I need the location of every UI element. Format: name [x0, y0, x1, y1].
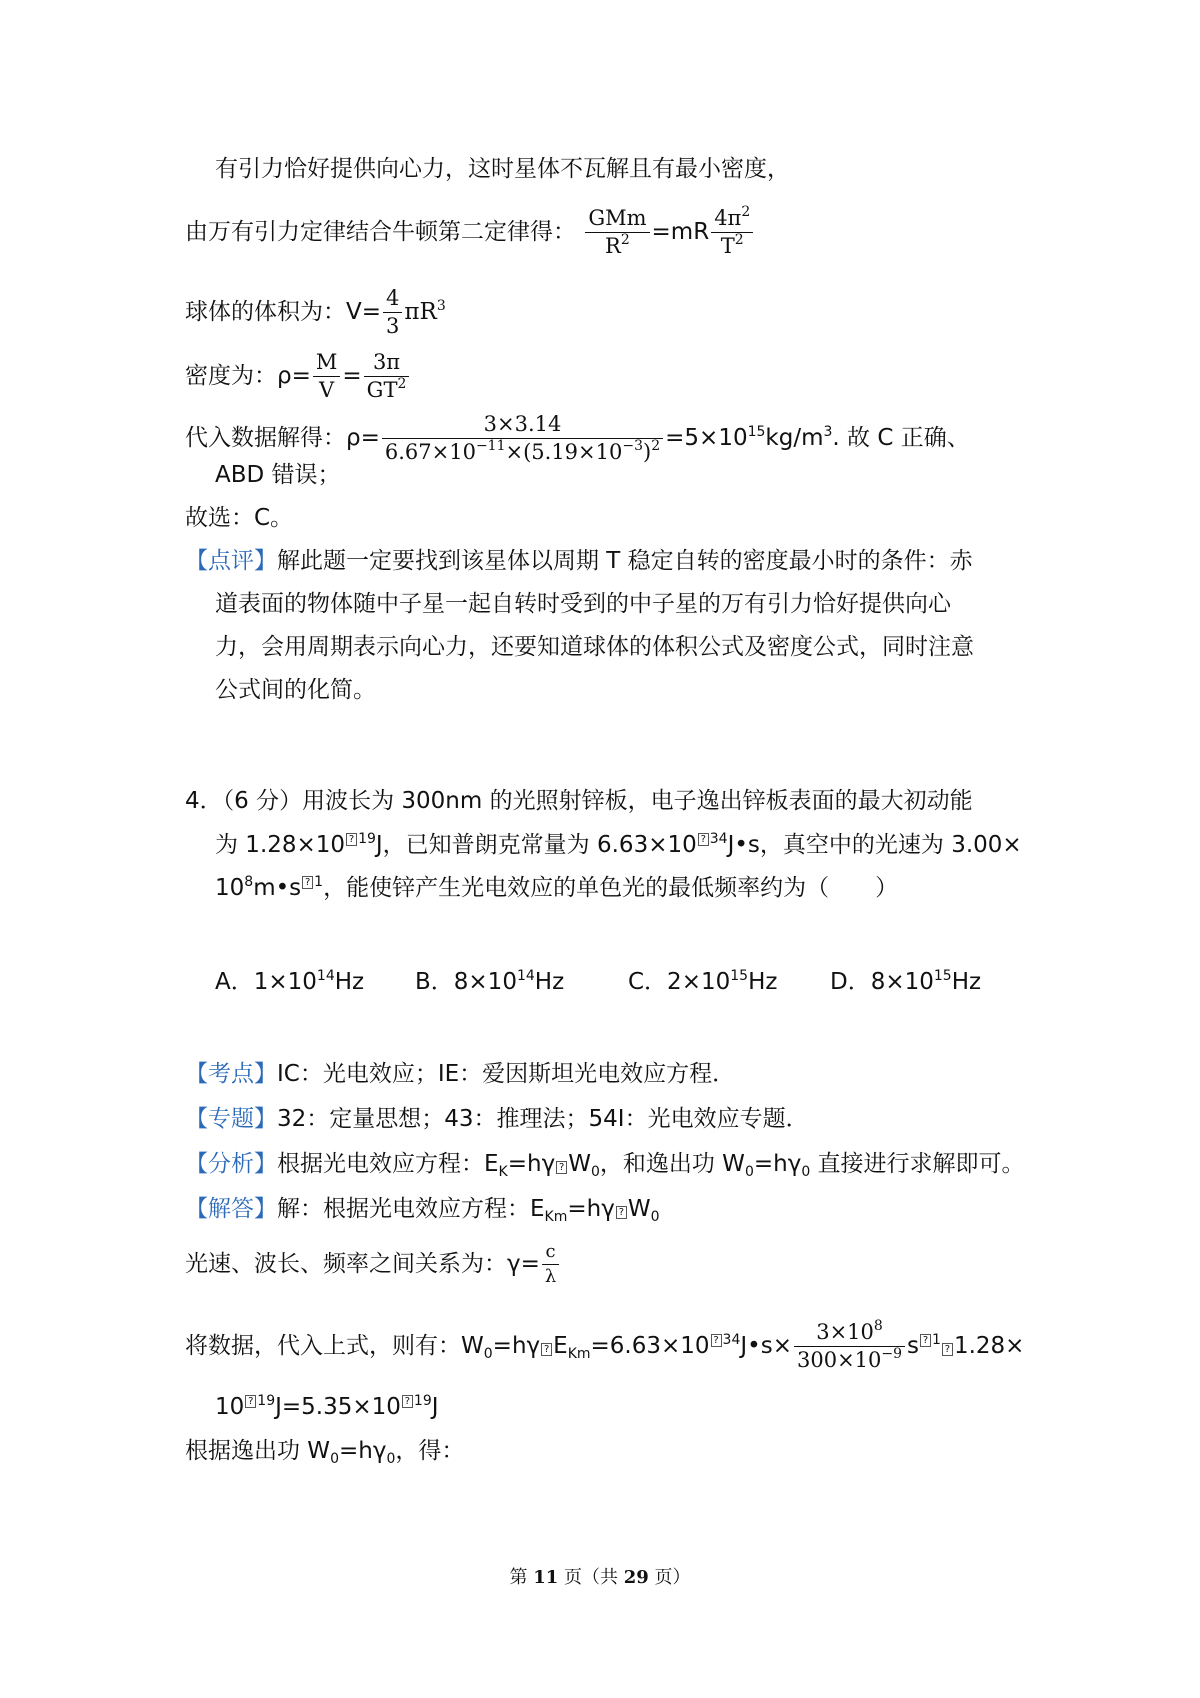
comment-tag: 【点评】: [185, 548, 277, 574]
fenxi-line: 【分析】根据光电效应方程：$E_K=h\gamma$ ? $W_0$，和逸出功 $W_0=h\gamma_0$ 直接进行求解即可。: [185, 1151, 1025, 1180]
fraction-4-3: [383, 288, 402, 337]
option-b[interactable]: B．$8\times 10^{14}Hz$: [415, 968, 565, 995]
numerator: M: [313, 352, 341, 377]
denominator: $GT^2$: [366, 376, 407, 402]
solution-line-1: 有引力恰好提供向心力，这时星体不瓦解且有最小密度，: [215, 156, 790, 182]
kaodian-line: 【考点】IC：光电效应；IE：爱因斯坦光电效应方程．: [185, 1061, 736, 1087]
question-4-line-3: $10^8m•s$ $^{? 1}$，能使锌产生光电效应的单色光的最低频率约为（ ）: [215, 874, 899, 901]
kaodian-tag: 【考点】: [185, 1061, 277, 1087]
total-pages: 29: [623, 1567, 649, 1588]
last-line: 根据逸出功 $W_0=h\gamma_0$，得：: [185, 1438, 465, 1467]
solution-line-4: [185, 352, 411, 401]
text: 解此题一定要找到该星体以周期 T 稳定自转的密度最小时的条件：赤: [277, 548, 973, 574]
fraction-gmm-r2: [585, 208, 649, 257]
numerator: $3\times 10^8$: [794, 1322, 905, 1347]
denominator: 3: [386, 314, 400, 338]
comment-line-1: [185, 550, 973, 573]
substitution-line-2: 10 $^{? 19}$J=5.35×10 $^{? 19}$J: [215, 1393, 439, 1420]
question-4-line-2: 为 1.28×10 $^{? 19}$J，已知普朗克常量为 6.63×10 $^{? 34}$J•s，真空中的光速为 3.00×: [215, 831, 1022, 858]
fraction-c-lambda: [542, 1243, 559, 1286]
solution-line-3: [185, 288, 446, 337]
numerator: 3×3.14: [382, 414, 663, 439]
option-c[interactable]: C．$2\times 10^{15}Hz$: [628, 968, 778, 995]
missing-glyph-icon: ?: [402, 1395, 413, 1408]
text: 代入数据解得：ρ=: [185, 425, 380, 451]
fraction-3pi-gt2: [364, 352, 410, 401]
fraction-4pi2-t2: [711, 204, 753, 258]
page-footer: 第 11 页（共 29 页）: [509, 1567, 691, 1588]
missing-glyph-icon: ?: [346, 833, 357, 846]
text-mr: =mR: [651, 219, 710, 245]
missing-glyph-icon: ?: [556, 1161, 567, 1174]
denominator: $6.67\times 10^{-11}\times(5.19\times 10^{-3})^2$: [384, 438, 661, 464]
solution-line-2: [185, 204, 755, 258]
fraction-c-over-lambda-values: [794, 1318, 905, 1372]
denominator: V: [319, 378, 335, 402]
text: 由万有引力定律结合牛顿第二定律得：: [185, 219, 576, 245]
zhuanti-line: 【专题】32：定量思想；43：推理法；54I：光电效应专题．: [185, 1106, 809, 1132]
denominator: $R^2$: [605, 232, 630, 258]
denominator: λ: [544, 1266, 557, 1287]
missing-glyph-icon: ?: [942, 1343, 953, 1356]
numerator: 4: [383, 288, 402, 313]
numerator: 3π: [364, 352, 410, 377]
jieda-line: 【解答】解：根据光电效应方程：$E_{Km}=h\gamma$ ? $W_0$: [185, 1196, 660, 1225]
missing-glyph-icon: ?: [541, 1343, 552, 1356]
fraction-density-value: [382, 414, 663, 463]
missing-glyph-icon: ?: [698, 833, 709, 846]
denominator: $T^2$: [720, 232, 744, 258]
missing-glyph-icon: ?: [245, 1395, 256, 1408]
text-result: $=5\times 10^{15}kg/m^3$. 故 C 正确、: [665, 424, 970, 451]
solution-line-7: 故选：C。: [185, 505, 294, 531]
text: 球体的体积为：V=: [185, 299, 382, 325]
substitution-line-1: 将数据，代入上式，则有：$W_0=h\gamma$ ? $E_{Km}=6.63\times 10$ $^{? 34}$J•s× $\frac{3\times 10^8}{300\times 10^{-9}}$ s $^{? 1}$? 1.28×: [185, 1318, 1025, 1372]
fraction-m-v: [313, 352, 341, 401]
comment-line-2: 道表面的物体随中子星一起自转时受到的中子星的万有引力恰好提供向心: [215, 591, 951, 617]
page-number: 11: [533, 1567, 559, 1588]
missing-glyph-icon: ?: [616, 1206, 627, 1219]
text-pi-r: $\pi R^3$: [404, 298, 446, 325]
comment-line-4: 公式间的化简。: [215, 677, 376, 703]
missing-glyph-icon: ?: [302, 876, 313, 889]
missing-glyph-icon: ?: [920, 1334, 931, 1347]
solution-line-6: ABD 错误；: [215, 462, 341, 488]
text-eq: =: [342, 363, 362, 389]
option-d[interactable]: D．$8\times 10^{15}Hz$: [830, 968, 982, 995]
fenxi-tag: 【分析】: [185, 1151, 277, 1177]
numerator: $4\pi^2$: [711, 208, 753, 233]
comment-line-3: 力，会用周期表示向心力，还要知道球体的体积公式及密度公式，同时注意: [215, 634, 974, 660]
zhuanti-tag: 【专题】: [185, 1106, 277, 1132]
relation-line: 光速、波长、频率之间关系为：γ= $\frac{c}{\lambda}$: [185, 1243, 561, 1286]
solution-line-5: [185, 414, 970, 463]
question-4-line-1: 4．（6 分）用波长为 300nm 的光照射锌板，电子逸出锌板表面的最大初动能: [185, 788, 973, 814]
missing-glyph-icon: ?: [711, 1334, 722, 1347]
text: 密度为：ρ=: [185, 363, 311, 389]
denominator: $300\times 10^{-9}$: [796, 1346, 903, 1372]
jieda-tag: 【解答】: [185, 1196, 277, 1222]
numerator: GMm: [585, 208, 649, 233]
numerator: c: [542, 1243, 559, 1265]
option-a[interactable]: A．$1\times 10^{14}Hz$: [215, 968, 365, 995]
